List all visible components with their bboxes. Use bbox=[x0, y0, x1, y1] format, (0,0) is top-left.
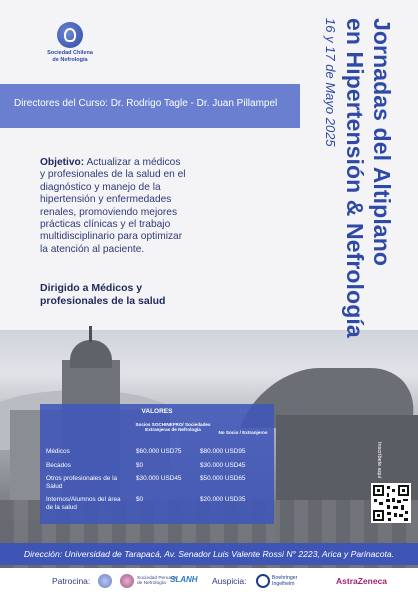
astrazeneca-logo: AstraZeneca bbox=[336, 576, 388, 586]
slanh-logo: SLANH bbox=[170, 575, 198, 584]
address-band bbox=[0, 543, 418, 565]
qr-label bbox=[374, 442, 384, 488]
price-non-members: $50.000 USD65 bbox=[200, 475, 246, 482]
kidney-icon bbox=[57, 22, 83, 48]
target-line2: profesionales de la salud bbox=[40, 295, 166, 307]
sochinefro-logo-icon bbox=[98, 574, 112, 588]
title-line2: en Hipertensión & Nefrología bbox=[342, 18, 368, 338]
patrocina-label: Patrocina: bbox=[52, 576, 91, 586]
church-cross bbox=[89, 326, 92, 342]
peruvian-society-line1: Sociedad Peruana bbox=[137, 576, 177, 581]
objective-paragraph bbox=[40, 157, 186, 256]
target-audience bbox=[40, 282, 200, 308]
members-column-header: Socios SOCHINEFRO/ Sociedades Extranjeras de Nefrología bbox=[135, 422, 211, 433]
boehringer-line2: Ingelheim bbox=[272, 581, 295, 587]
auspicia-label: Auspicia: bbox=[212, 576, 247, 586]
boehringer-logo-text bbox=[272, 575, 297, 587]
objective-text: Actualizar a médicos y profesionales de la salud en el diagnóstico y manejo de la hipertensión y enfermedades renales, promoviendo mejores prácticas clínicas y el trabajo multidisciplinario para optimizar la atención al paciente. bbox=[40, 157, 186, 255]
qr-code-icon bbox=[371, 483, 411, 523]
price-non-members: $80.000 USD95 bbox=[200, 448, 246, 455]
price-members: $60.000 USD75 bbox=[136, 448, 182, 455]
price-category: Internos/Alumnos del área de la salud bbox=[46, 496, 121, 511]
price-non-members: $30.000 USD45 bbox=[200, 462, 246, 469]
price-members: $30.000 USD45 bbox=[136, 475, 182, 482]
price-category: Becados bbox=[46, 462, 71, 469]
price-category: Médicos bbox=[46, 448, 70, 455]
price-row bbox=[40, 448, 274, 460]
price-category: Otros profesionales de la Salud bbox=[46, 475, 118, 490]
event-title bbox=[305, 18, 395, 368]
directors-band bbox=[0, 84, 300, 128]
objective-label: Objetivo: bbox=[40, 157, 85, 168]
peruvian-society-logo-icon bbox=[120, 574, 134, 588]
price-row bbox=[40, 496, 274, 511]
address-text: Dirección: Universidad de Tarapacá, Av. Senador Luis Valente Rossi N° 2223, Arica y Parinacota. bbox=[23, 549, 395, 559]
price-row bbox=[40, 462, 274, 474]
price-row bbox=[40, 475, 274, 490]
directors-text: Directores del Curso: Dr. Rodrigo Tagle - Dr. Juan Pillampel bbox=[14, 98, 278, 109]
peruvian-society-line2: de Nefrología bbox=[137, 581, 166, 586]
society-logo bbox=[40, 22, 100, 63]
boehringer-line1: Boehringer bbox=[272, 575, 298, 581]
logo-text-line2: de Nefrología bbox=[52, 56, 88, 63]
title-line1: Jornadas del Altiplano bbox=[369, 18, 395, 267]
non-members-column-header: No Socio / Extranjeros bbox=[218, 430, 268, 435]
event-date: 16 y 17 de Mayo 2025 bbox=[323, 18, 338, 147]
target-line1: Dirigido a Médicos y bbox=[40, 282, 143, 294]
logo-text-line1: Sociedad Chilena bbox=[47, 50, 93, 56]
qr-label-text: Inscríbete aquí bbox=[376, 442, 382, 479]
boehringer-logo-icon bbox=[256, 574, 270, 588]
price-table-title: VALORES bbox=[141, 408, 173, 415]
sponsors-bar bbox=[0, 568, 418, 594]
price-members: $0 bbox=[136, 496, 144, 503]
price-non-members: $20.000 USD35 bbox=[200, 496, 246, 503]
price-table bbox=[40, 404, 274, 524]
price-members: $0 bbox=[136, 462, 144, 469]
registration-qr-code[interactable] bbox=[371, 483, 411, 523]
